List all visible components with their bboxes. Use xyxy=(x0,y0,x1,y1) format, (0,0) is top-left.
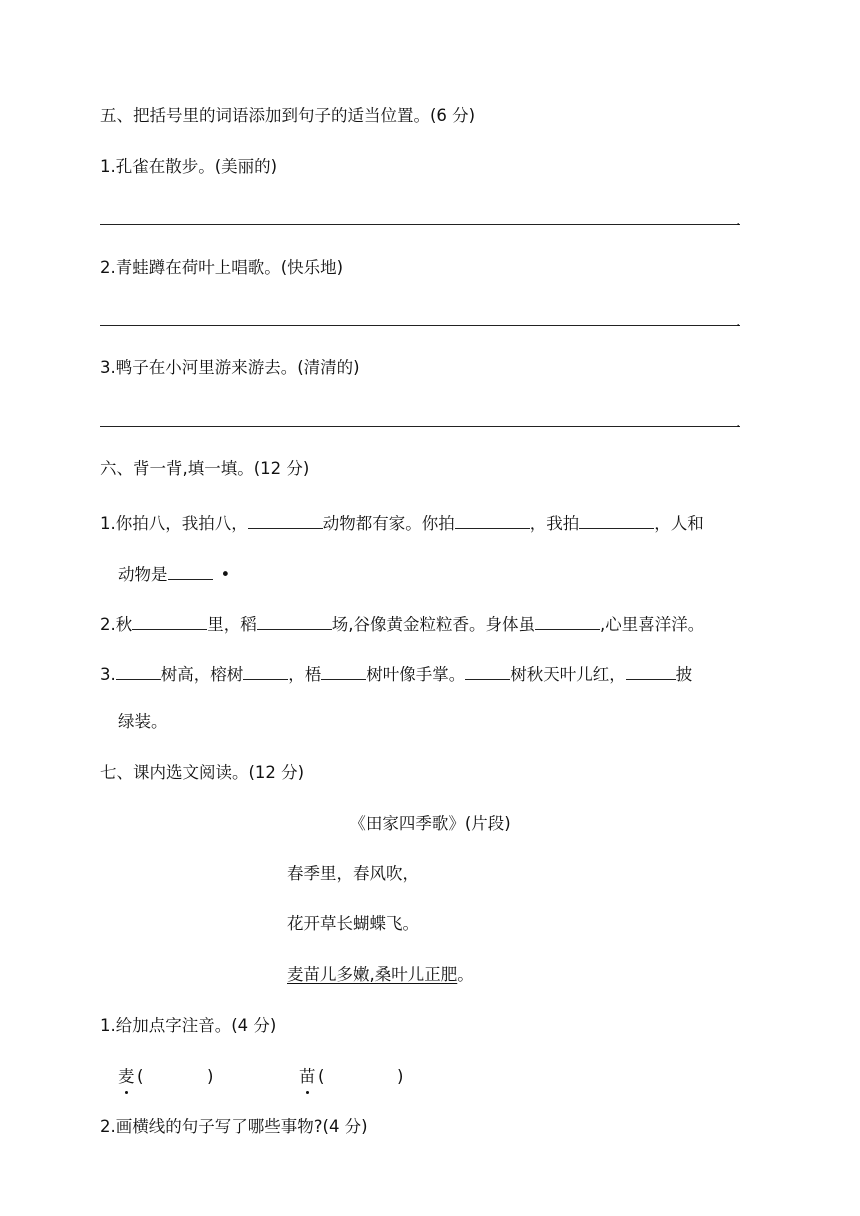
q1-blank-4[interactable] xyxy=(168,562,213,580)
q3-text-5: 树秋天叶儿红， xyxy=(510,665,626,684)
pinyin-paren-1-open: ( xyxy=(137,1067,144,1086)
section6-title: 六、背一背,填一填。(12 分) xyxy=(100,459,310,478)
section5-title: 五、把括号里的词语添加到句子的适当位置。(6 分) xyxy=(100,106,476,125)
q3-blank-3[interactable] xyxy=(321,662,366,680)
q2-blank-3[interactable] xyxy=(535,612,600,630)
poem-title: 《田家四季歌》(片段) xyxy=(349,814,511,833)
q1-text-5: 动物是 xyxy=(118,565,168,584)
q2-text-1: 2.秋 xyxy=(100,615,133,634)
poem-line-3-end: 。 xyxy=(457,965,474,984)
section6-q3-line1 xyxy=(100,662,692,685)
q1-text-1: 1.你拍八，我拍八， xyxy=(100,514,248,533)
q1-blank-3[interactable] xyxy=(579,511,654,529)
q2-blank-2[interactable] xyxy=(257,612,332,630)
q3-blank-2[interactable] xyxy=(243,662,288,680)
pinyin-answer-1[interactable] xyxy=(150,1064,205,1086)
q2-text-3: 场,谷像黄金粒粒香。身体虽 xyxy=(331,615,535,634)
section5-item-1: 1.孔雀在散步。(美丽的) xyxy=(100,157,278,176)
section5-item-3: 3.鸭子在小河里游来游去。(清清的) xyxy=(100,358,360,377)
q2-blank-1[interactable] xyxy=(132,612,207,630)
pinyin-paren-2-close: ) xyxy=(397,1067,404,1086)
poem-underlined-sentence: 麦苗儿多嫩,桑叶儿正肥 xyxy=(287,965,458,984)
q3-blank-1[interactable] xyxy=(116,662,161,680)
answer-line-2[interactable] xyxy=(100,325,740,326)
q1-text-4: ，人和 xyxy=(654,514,704,533)
section7-q2-title: 2.画横线的句子写了哪些事物?(4 分) xyxy=(100,1117,368,1136)
answer-line-2-end: . xyxy=(736,314,741,330)
pinyin-char-1 xyxy=(118,1067,135,1087)
answer-line-1[interactable] xyxy=(100,224,740,225)
q1-blank-1[interactable] xyxy=(248,511,323,529)
q3-blank-5[interactable] xyxy=(626,662,676,680)
poem-line-3 xyxy=(287,965,474,985)
answer-line-1-end: . xyxy=(736,213,741,229)
section7-q1-title: 1.给加点字注音。(4 分) xyxy=(100,1016,277,1035)
section6-q1-line2 xyxy=(118,562,230,585)
answer-line-3-end: . xyxy=(736,415,741,431)
pinyin-paren-1-close: ) xyxy=(207,1067,214,1086)
section6-q1-line1 xyxy=(100,511,704,534)
q3-text-2: 树高，榕树 xyxy=(160,665,244,684)
q3-text-4: 树叶像手掌。 xyxy=(366,665,466,684)
pinyin-answer-2[interactable] xyxy=(331,1064,395,1086)
poem-line-2: 花开草长蝴蝶飞。 xyxy=(287,914,419,933)
section7-title: 七、课内选文阅读。(12 分) xyxy=(100,763,305,782)
section5-item-2: 2.青蛙蹲在荷叶上唱歌。(快乐地) xyxy=(100,258,344,277)
q3-blank-4[interactable] xyxy=(465,662,510,680)
q1-text-6: • xyxy=(220,565,231,584)
poem-line-1: 春季里，春风吹， xyxy=(287,864,419,883)
q2-text-2: 里，稻 xyxy=(207,615,257,634)
q2-text-4: ,心里喜洋洋。 xyxy=(600,615,705,634)
q1-text-2: 动物都有家。你拍 xyxy=(322,514,455,533)
q3-text-6: 披 xyxy=(675,665,693,684)
section6-q3-line2: 绿装。 xyxy=(118,712,168,731)
pinyin-paren-2-open: ( xyxy=(318,1067,325,1086)
answer-line-3[interactable] xyxy=(100,426,740,427)
dotted-char-miao: 苗 xyxy=(299,1067,316,1086)
section6-q2 xyxy=(100,612,704,635)
q1-text-3: ，我拍 xyxy=(529,514,580,533)
pinyin-char-2 xyxy=(299,1067,316,1087)
dotted-char-mai: 麦 xyxy=(118,1067,135,1086)
q1-blank-2[interactable] xyxy=(455,511,530,529)
q3-text-1: 3. xyxy=(100,665,116,684)
q3-text-3: ，梧 xyxy=(288,665,322,684)
